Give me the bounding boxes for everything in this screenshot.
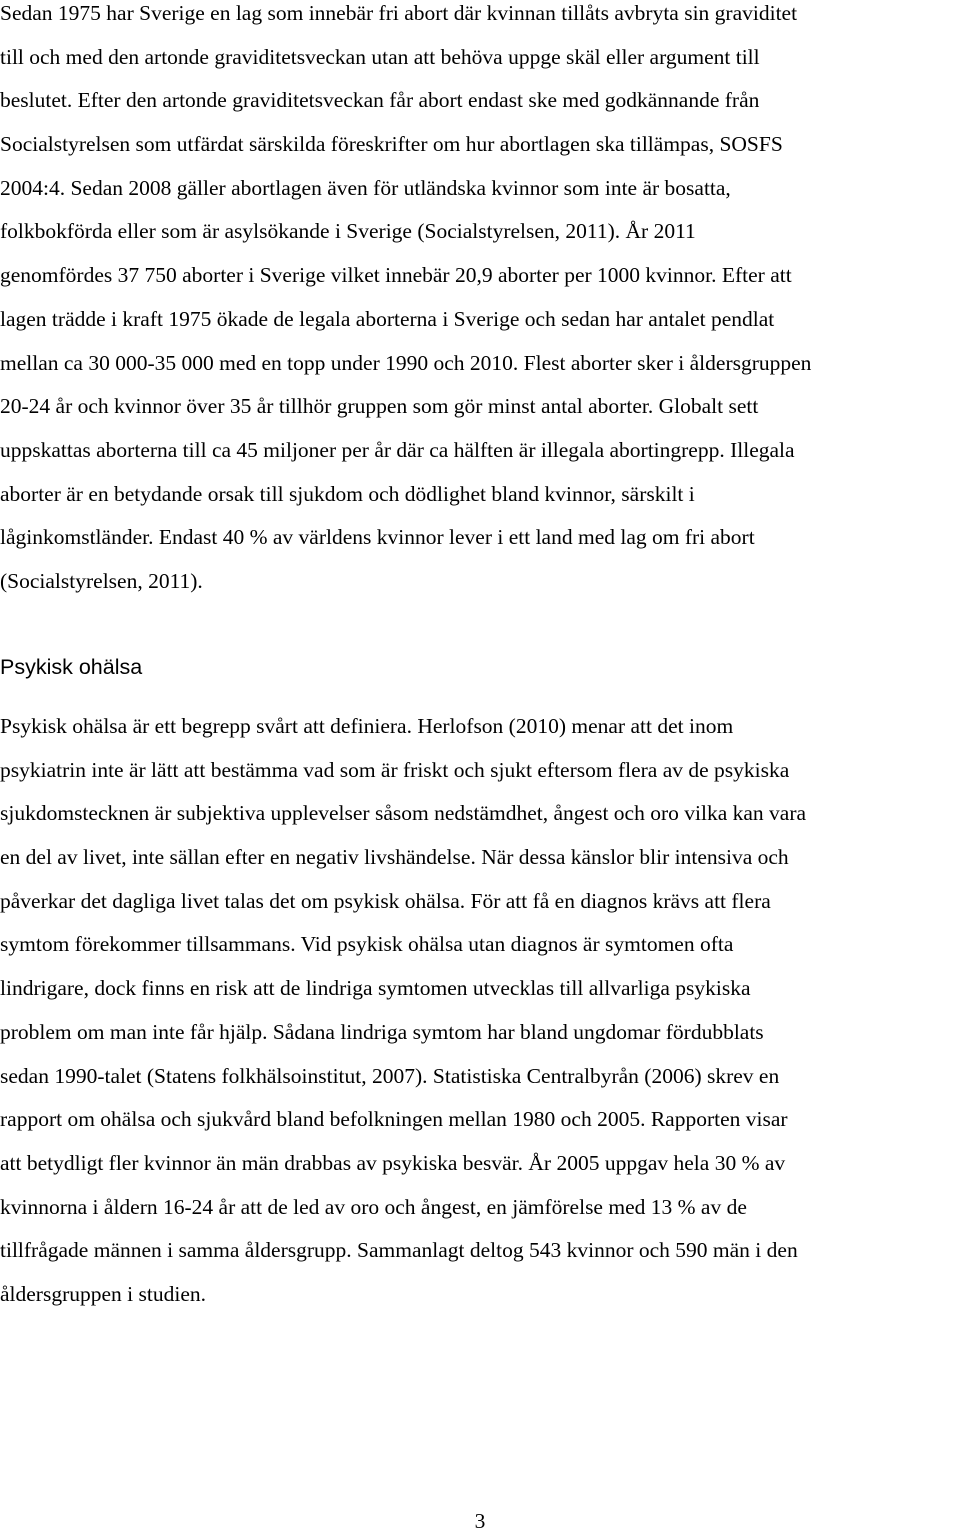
paragraph-mental-illness [0, 705, 958, 1317]
text-line: sedan 1990-talet (Statens folkhälsoinstitut, 2007). Statistiska Centralbyrån (2006) skrev en [0, 1063, 780, 1088]
paragraph-abortion-law [0, 0, 958, 604]
text-line: påverkar det dagliga livet talas det om psykisk ohälsa. För att få en diagnos krävs att flera [0, 888, 771, 913]
text-line: 20-24 år och kvinnor över 35 år tillhör gruppen som gör minst antal aborter. Globalt sett [0, 394, 759, 419]
text-line: mellan ca 30 000-35 000 med en topp under 1990 och 2010. Flest aborter sker i åldersgruppen [0, 350, 812, 375]
text-line: Socialstyrelsen som utfärdat särskilda föreskrifter om hur abortlagen ska tillämpas, SOSFS [0, 132, 783, 157]
text-line: psykiatrin inte är lätt att bestämma vad som är friskt och sjukt eftersom flera av de psykiska [0, 757, 790, 782]
text-line: uppskattas aborterna till ca 45 miljoner per år där ca hälften är illegala abortingrepp. Illegala [0, 437, 795, 462]
page-number: 3 [474, 1509, 486, 1533]
section-heading: Psykisk ohälsa [0, 655, 143, 679]
text-line: till och med den artonde graviditetsveckan utan att behöva uppge skäl eller argument till [0, 44, 760, 69]
text-line: kvinnorna i åldern 16-24 år att de led av oro och ångest, en jämförelse med 13 % av de [0, 1194, 747, 1219]
text-line: beslutet. Efter den artonde graviditetsveckan får abort endast ske med godkännande från [0, 88, 760, 113]
text-line: (Socialstyrelsen, 2011). [0, 568, 203, 593]
text-line: 2004:4. Sedan 2008 gäller abortlagen även för utländska kvinnor som inte är bosatta, [0, 175, 731, 200]
text-line: Psykisk ohälsa är ett begrepp svårt att definiera. Herlofson (2010) menar att det inom [0, 714, 734, 738]
text-line: rapport om ohälsa och sjukvård bland befolkningen mellan 1980 och 2005. Rapporten visar [0, 1107, 788, 1132]
text-line: symtom förekommer tillsammans. Vid psykisk ohälsa utan diagnos är symtomen ofta [0, 932, 734, 957]
text-line: låginkomstländer. Endast 40 % av världens kvinnor lever i ett land med lag om fri abort [0, 525, 755, 550]
text-line: lagen trädde i kraft 1975 ökade de legala aborterna i Sverige och sedan har antalet pendlat [0, 306, 775, 331]
text-line: Sedan 1975 har Sverige en lag som innebär fri abort där kvinnan tillåts avbryta sin graviditet [0, 1, 798, 25]
text-line: åldersgruppen i studien. [0, 1281, 206, 1306]
text-line: lindrigare, dock finns en risk att de lindriga symtomen utvecklas till allvarliga psykiska [0, 976, 751, 1001]
text-line: genomfördes 37 750 aborter i Sverige vilket innebär 20,9 aborter per 1000 kvinnor. Efter att [0, 263, 792, 288]
text-line: sjukdomstecknen är subjektiva upplevelser såsom nedstämdhet, ångest och oro vilka kan vara [0, 801, 807, 826]
text-line: problem om man inte får hjälp. Sådana lindriga symtom har bland ungdomar fördubblats [0, 1019, 764, 1044]
text-line: folkbokförda eller som är asylsökande i Sverige (Socialstyrelsen, 2011). År 2011 [0, 219, 696, 244]
text-line: tillfrågade männen i samma åldersgrupp. Sammanlagt deltog 543 kvinnor och 590 män i den [0, 1238, 798, 1263]
text-line: att betydligt fler kvinnor än män drabbas av psykiska besvär. År 2005 uppgav hela 30 % av [0, 1150, 786, 1175]
text-line: en del av livet, inte sällan efter en negativ livshändelse. När dessa känslor blir intensiva och [0, 845, 789, 870]
text-line: aborter är en betydande orsak till sjukdom och dödlighet bland kvinnor, särskilt i [0, 481, 695, 506]
